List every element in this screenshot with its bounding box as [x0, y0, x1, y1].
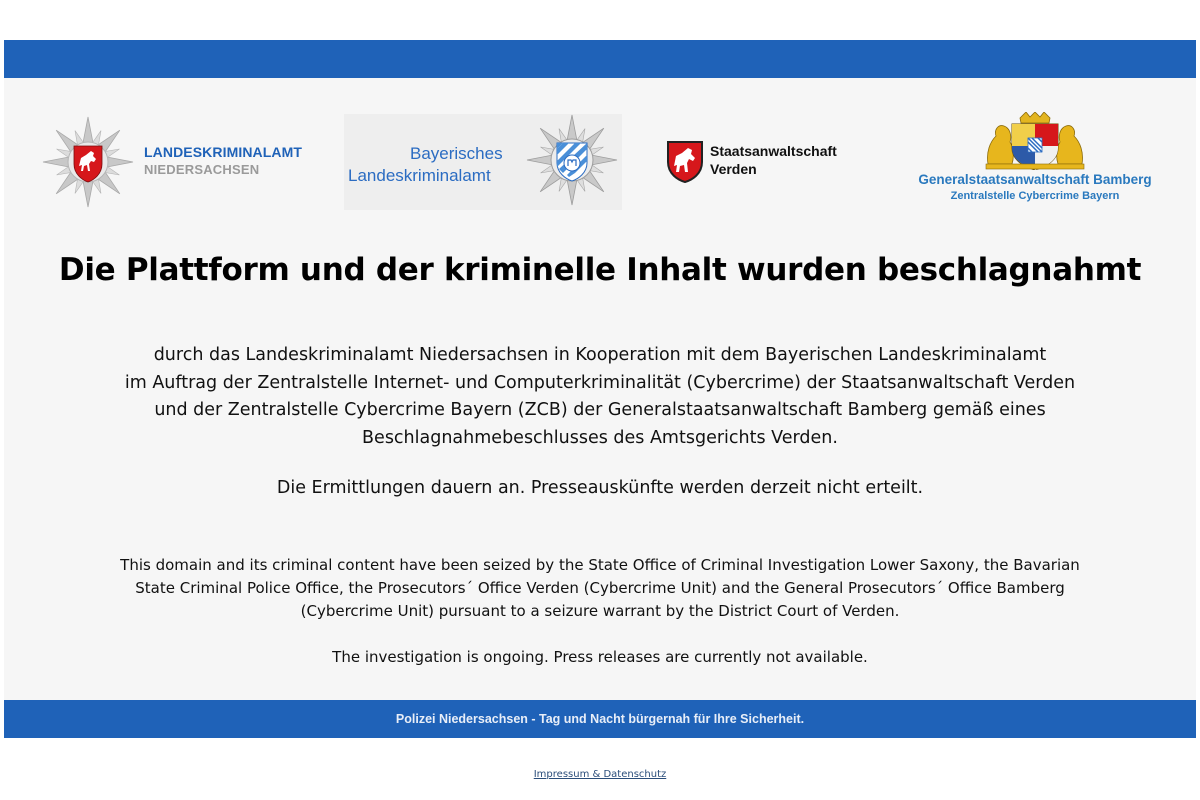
footer-links — [0, 769, 1200, 780]
bavarian-police-star-icon — [526, 114, 618, 206]
german-seizure-notice — [4, 342, 1196, 452]
german-notice-line: Beschlagnahmebeschlusses des Amtsgerichts Verden. — [362, 427, 838, 448]
logo-lka-nds-line1: LANDESKRIMINALAMT — [144, 144, 303, 160]
bavarian-coat-of-arms-icon — [982, 112, 1088, 170]
german-notice-line: durch das Landeskriminalamt Niedersachsen in Kooperation mit dem Bayerischen Landeskriminalamt — [153, 345, 1047, 365]
red-horse-shield-icon — [666, 140, 704, 184]
english-notice-line: State Criminal Police Office, the Prosecutors´ Office Verden (Cybercrime Unit) and the General Prosecutors´ Office Bamberg — [135, 579, 1065, 597]
page-title: Die Plattform und der kriminelle Inhalt wurden beschlagnahmt — [58, 252, 1142, 288]
seizure-banner — [4, 40, 1196, 738]
logo-gsta-line1: Generalstaatsanwaltschaft Bamberg — [918, 172, 1152, 187]
logo-sta-line1: Staatsanwaltschaft — [710, 143, 837, 159]
impressum-link[interactable]: Impressum & Datenschutz — [533, 769, 667, 780]
german-notice-line: und der Zentralstelle Cybercrime Bayern (ZCB) der Generalstaatsanwaltschaft Bamberg gemäß eines — [154, 400, 1046, 420]
english-seizure-notice — [4, 554, 1196, 623]
footer-slogan: Polizei Niedersachsen - Tag und Nacht bürgernah für Ihre Sicherheit. — [395, 712, 805, 726]
logo-blka-line2: Landeskriminalamt — [348, 166, 491, 185]
logo-lka-niedersachsen — [42, 116, 304, 206]
logo-gsta-line2: Zentralstelle Cybercrime Bayern — [950, 190, 1120, 202]
logo-lka-nds-line2: NIEDERSACHSEN — [144, 162, 260, 177]
agency-logos — [4, 114, 1196, 214]
top-blue-bar — [4, 40, 1196, 78]
german-notice-line: im Auftrag der Zentralstelle Internet- und Computerkriminalität (Cybercrime) der Staatsanwaltschaft Verden — [124, 372, 1076, 393]
footer-bar — [4, 700, 1196, 738]
german-status-text: Die Ermittlungen dauern an. Presseauskünfte werden derzeit nicht erteilt. — [276, 478, 924, 498]
police-star-icon — [42, 116, 134, 208]
english-notice-line: This domain and its criminal content have been seized by the State Office of Criminal Investigation Lower Saxony, the Bavarian — [120, 556, 1080, 574]
logo-sta-line2: Verden — [710, 161, 757, 177]
english-status-text: The investigation is ongoing. Press releases are currently not available. — [332, 648, 868, 666]
logo-blka-line1: Bayerisches — [410, 144, 503, 163]
logo-bayerisches-lka — [344, 114, 622, 210]
english-notice-line: (Cybercrime Unit) pursuant to a seizure warrant by the District Court of Verden. — [300, 602, 900, 620]
logo-gsta-bamberg — [900, 112, 1170, 212]
logo-staatsanwaltschaft-verden — [666, 140, 866, 190]
